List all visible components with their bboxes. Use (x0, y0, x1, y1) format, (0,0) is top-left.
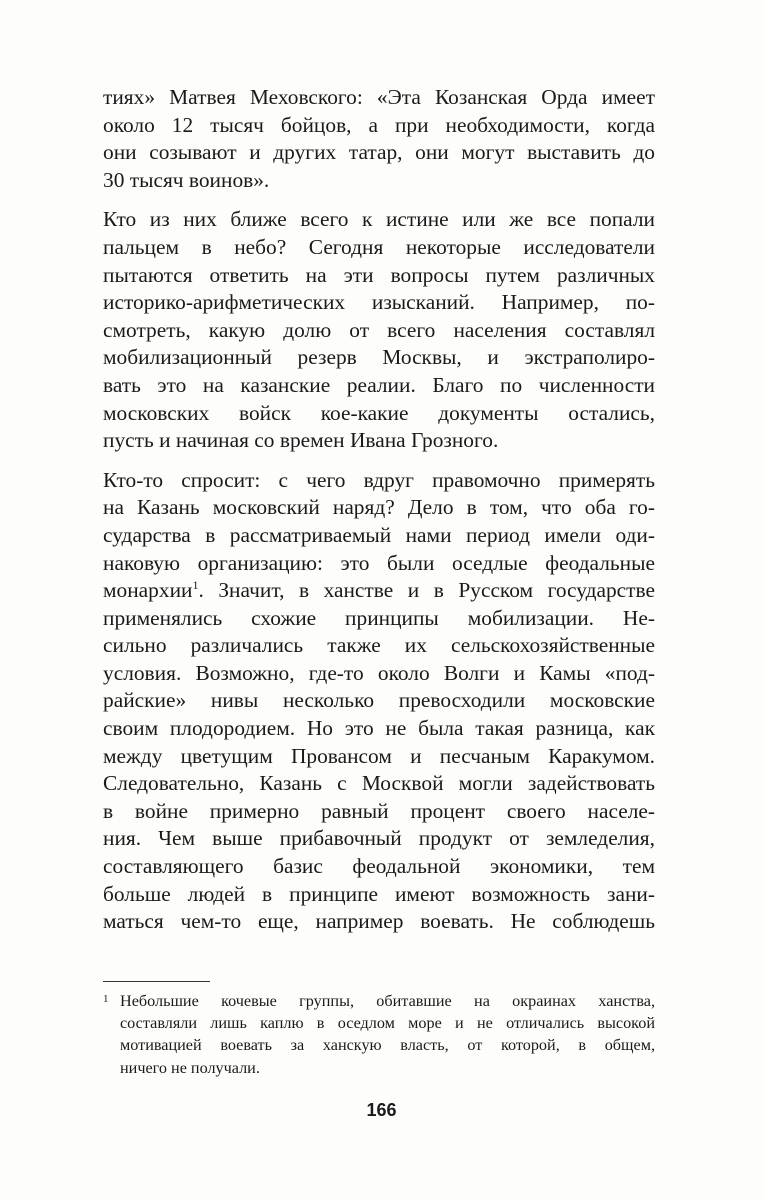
text-line: пытаются ответить на эти вопросы путем различных (103, 262, 655, 287)
text-line: они созывают и других татар, они могут выставить до (103, 140, 655, 165)
text-line: своим плодородием. Но это не была такая разница, как (103, 716, 655, 741)
text-line-with-footnote (103, 577, 655, 605)
text-line: сильно различались также их сельскохозяйственные (103, 633, 655, 658)
text-line: пусть и начиная со времен Ивана Грозного. (103, 428, 499, 453)
text-line: ния. Чем выше прибавочный продукт от земледелия, (103, 826, 655, 851)
page-body (103, 84, 655, 948)
footnote (103, 990, 655, 1079)
text-line: около 12 тысяч бойцов, а при необходимости, когда (103, 112, 655, 137)
text-line: 30 тысяч воинов». (103, 167, 270, 192)
text-line: условия. Возможно, где-то около Волги и Камы «под- (103, 660, 655, 685)
text-fragment: монархии (103, 578, 193, 603)
text-line: маться чем-то еще, например воевать. Не соблюдешь (103, 909, 655, 934)
text-line: пальцем в небо? Сегодня некоторые исследователи (103, 234, 655, 259)
page-number: 166 (366, 1100, 397, 1120)
text-line: смотреть, какую долю от всего населения составлял (103, 317, 655, 342)
paragraph-2 (103, 206, 655, 454)
text-line: тиях» Матвея Меховского: «Эта Козанская Орда имеет (103, 85, 655, 109)
text-line: между цветущим Провансом и песчаным Каракумом. (103, 743, 655, 768)
text-line: московских войск кое-какие документы остались, (103, 400, 655, 425)
footnote-line: мотивацией воевать за ханскую власть, от которой, в общем, (120, 1036, 655, 1055)
text-line: Следовательно, Казань с Москвой могли задействовать (103, 771, 655, 796)
text-line: составляющего базис феодальной экономики, тем (103, 854, 655, 879)
footnote-line: ничего не получали. (120, 1058, 260, 1077)
text-line: Кто-то спросит: с чего вдруг правомочно примерять (103, 467, 655, 492)
footnote-text (120, 990, 655, 1079)
text-line: вать это на казанские реалии. Благо по численности (103, 372, 655, 397)
text-line: в войне примерно равный процент своего населе- (103, 798, 655, 823)
text-line: райские» нивы несколько превосходили московские (103, 688, 655, 713)
text-line: наковую организацию: это были оседлые феодальные (103, 550, 655, 575)
footnote-line: составляли лишь каплю в оседлом море и не отличались высокой (120, 1014, 655, 1033)
footnote-divider (103, 981, 210, 982)
footnote-mark: 1 (103, 993, 109, 1005)
text-fragment: . Значит, в ханстве и в Русском государстве (198, 578, 655, 603)
text-line: Кто из них ближе всего к истине или же все попали (103, 207, 655, 232)
text-line: сударства в рассматриваемый нами период имели оди- (103, 522, 655, 547)
paragraph-3 (103, 467, 655, 936)
paragraph-1 (103, 84, 655, 194)
text-line: мобилизационный резерв Москвы, и экстраполиро- (103, 345, 655, 370)
footnote-reference[interactable]: 1 (192, 577, 199, 592)
text-line: на Казань московский наряд? Дело в том, что оба го- (103, 495, 655, 520)
footnote-line: Небольшие кочевые группы, обитавшие на окраинах ханства, (120, 992, 655, 1010)
text-line: историко-арифметических изысканий. Например, по- (103, 290, 655, 315)
text-line: применялись схожие принципы мобилизации. Не- (103, 605, 655, 630)
text-line: больше людей в принципе имеют возможность зани- (103, 881, 655, 906)
